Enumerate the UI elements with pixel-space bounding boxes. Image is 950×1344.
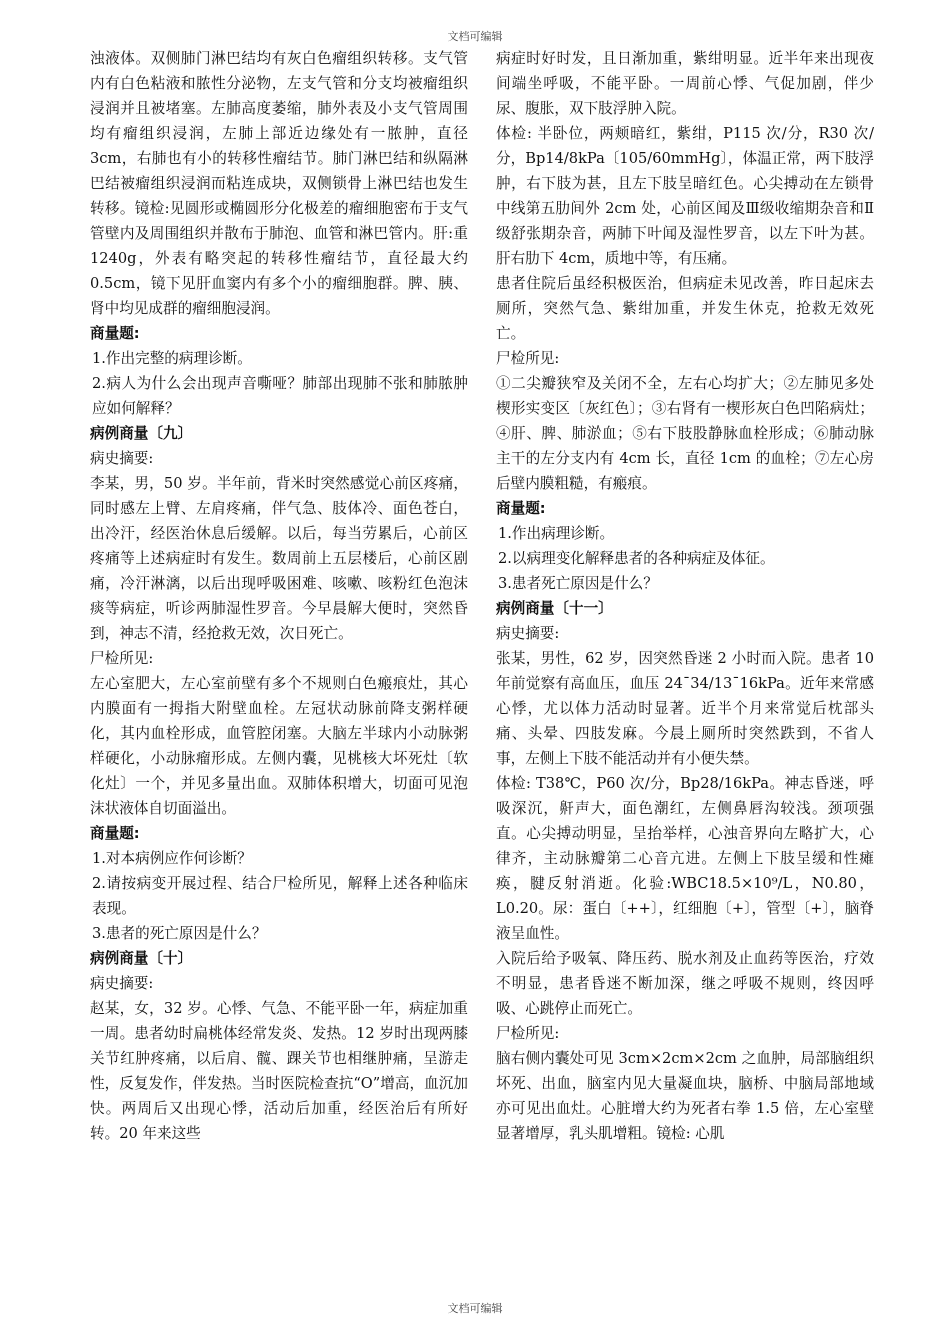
paragraph: 入院后给予吸氧、降压药、脱水剂及止血药等医治，疗效不明显，患者昏迷不断加深，继之呼吸不规则，终因呼吸、心跳停止而死亡。 (496, 950, 874, 1017)
paragraph: 病史摘要: (90, 975, 154, 992)
paragraph: 病史摘要: (496, 625, 560, 642)
case-heading: 病例商量〔十一〕 (496, 600, 613, 617)
paragraph: 张某，男性，62 岁，因突然昏迷 2 小时而入院。患者 10 年前觉察有高血压，血压 24¯34/13¯16kPa。近年来常感心悸，尤以体力活动时显著。近半个月来常觉后枕部头痛、头晕、四肢发麻。今晨上厕所时突然跌到，不省人事，左侧上下肢不能活动并有小便失禁。 (496, 650, 874, 767)
left-column (90, 46, 468, 1146)
question-item: 1.作出完整的病理诊断。 (92, 350, 252, 367)
paragraph: 脑右侧内囊处可见 3cm×2cm×2cm 之血肿，局部脑组织坏死、出血，脑室内见大量凝血块，脑桥、中脑局部地域亦可见出血灶。心脏增大约为死者右拳 1.5 倍，左心室壁显著增厚，乳头肌增粗。镜检: 心肌 (496, 1050, 874, 1142)
question-item: 3.患者的死亡原因是什么？ (92, 925, 267, 942)
paragraph: ①二尖瓣狭窄及关闭不全，左右心均扩大；②左肺见多处楔形实变区〔灰红色〕；③右肾有一楔形灰白色凹陷病灶；④肝、脾、肺淤血；⑤右下肢股静脉血栓形成；⑥肺动脉主干的左分支内有 4cm 长，直径 1cm 的血栓；⑦左心房后壁内膜粗糙，有瘢痕。 (496, 375, 874, 492)
section-heading: 商量题: (496, 500, 546, 517)
paragraph: 尸检所见: (496, 1025, 560, 1042)
paragraph: 浊液体。双侧肺门淋巴结均有灰白色瘤组织转移。支气管内有白色粘液和脓性分泌物，左支气管和分支均被瘤组织浸润并且被堵塞。左肺高度萎缩，肺外表及小支气管周围均有瘤组织浸润，左肺上部近边缘处有一脓肿，直径 3cm，右肺也有小的转移性瘤结节。肺门淋巴结和纵隔淋巴结被瘤组织浸润而粘连成块，双侧锁骨上淋巴结也发生转移。镜检:见圆形或椭圆形分化极差的瘤细胞密布于支气管壁内及周围组织并散布于肺泡、血管和淋巴管内。肝:重 1240g，外表有略突起的转移性瘤结节，直径最大约 0.5cm，镜下见肝血窦内有多个小的瘤细胞群。脾、胰、肾中均见成群的瘤细胞浸润。 (90, 50, 468, 317)
paragraph: 体检: 半卧位，两颊暗红，紫绀，P115 次/分，R30 次/分，Bp14/8kPa〔105/60mmHg〕，体温正常，两下肢浮肿，右下肢为甚，且左下肢呈暗红色。心尖搏动在左锁骨中线第五肋间外 2cm 处，心前区闻及Ⅲ级收缩期杂音和Ⅱ级舒张期杂音，两肺下叶闻及湿性罗音，以左下叶为甚。肝右肋下 4cm，质地中等，有压痛。 (496, 125, 874, 267)
section-heading: 商量题: (90, 825, 140, 842)
question-item: 1.对本病例应作何诊断？ (92, 850, 252, 867)
question-item: 2.病人为什么会出现声音嘶哑？肺部出现肺不张和肺脓肿应如何解释？ (92, 375, 468, 417)
question-item: 2.请按病变开展过程、结合尸检所见，解释上述各种临床表现。 (92, 875, 468, 917)
question-item: 3.患者死亡原因是什么？ (498, 575, 658, 592)
question-item: 1.作出病理诊断。 (498, 525, 615, 542)
paragraph: 赵某，女，32 岁。心悸、气急、不能平卧一年，病症加重一周。患者幼时扁桃体经常发炎、发热。12 岁时出现两膝关节红肿疼痛，以后肩、髋、踝关节也相继肿痛，呈游走性，反复发作，伴发热。当时医院检查抗“O”增高，血沉加快。两周后又出现心悸，活动后加重，经医治后有所好转。20 年来这些 (90, 1000, 468, 1142)
paragraph: 病史摘要: (90, 450, 154, 467)
page-header: 文档可编辑 (447, 30, 503, 43)
page-footer: 文档可编辑 (447, 1302, 503, 1315)
right-column (496, 46, 874, 1146)
paragraph: 李某，男，50 岁。半年前，背米时突然感觉心前区疼痛，同时感左上臂、左肩疼痛，伴气急、肢体冷、面色苍白，出冷汗，经医治休息后缓解。以后，每当劳累后，心前区疼痛等上述病症时有发生。数周前上五层楼后，心前区剧痛，冷汗淋漓，以后出现呼吸困难、咳嗽、咳粉红色泡沫痰等病症，听诊两肺湿性罗音。今早晨解大便时，突然昏到，神志不清，经抢救无效，次日死亡。 (90, 475, 468, 642)
paragraph: 尸检所见: (90, 650, 154, 667)
question-item: 2.以病理变化解释患者的各种病症及体征。 (498, 550, 775, 567)
case-heading: 病例商量〔九〕 (90, 425, 193, 442)
paragraph: 尸检所见: (496, 350, 560, 367)
paragraph: 体检: T38℃，P60 次/分，Bp28/16kPa。神志昏迷，呼吸深沉，鼾声大，面色潮红，左侧鼻唇沟较浅。颈项强直。心尖搏动明显，呈抬举样，心浊音界向左略扩大，心律齐，主动脉瓣第二心音亢进。左侧上下肢呈缓和性瘫痪，腱反射消逝。化验:WBC18.5×10⁹/L，N0.80，L0.20。尿：蛋白〔++〕，红细胞〔+〕，管型〔+〕，脑脊液呈血性。 (496, 775, 874, 942)
section-heading: 商量题: (90, 325, 140, 342)
paragraph: 左心室肥大，左心室前壁有多个不规则白色瘢痕灶，其心内膜面有一拇指大附壁血栓。左冠状动脉前降支粥样硬化，其内血栓形成，血管腔闭塞。大脑左半球内小动脉粥样硬化，小动脉瘤形成。左侧内囊，见桃核大坏死灶〔软化灶〕一个，并见多量出血。双肺体积增大，切面可见泡沫状液体自切面溢出。 (90, 675, 468, 817)
paragraph: 患者住院后虽经积极医治，但病症未见改善，昨日起床去厕所，突然气急、紫绀加重，并发生休克，抢救无效死亡。 (496, 275, 874, 342)
case-heading: 病例商量〔十〕 (90, 950, 193, 967)
paragraph: 病症时好时发，且日渐加重，紫绀明显。近半年来出现夜间端坐呼吸，不能平卧。一周前心悸、气促加剧，伴少尿、腹胀，双下肢浮肿入院。 (496, 50, 874, 117)
